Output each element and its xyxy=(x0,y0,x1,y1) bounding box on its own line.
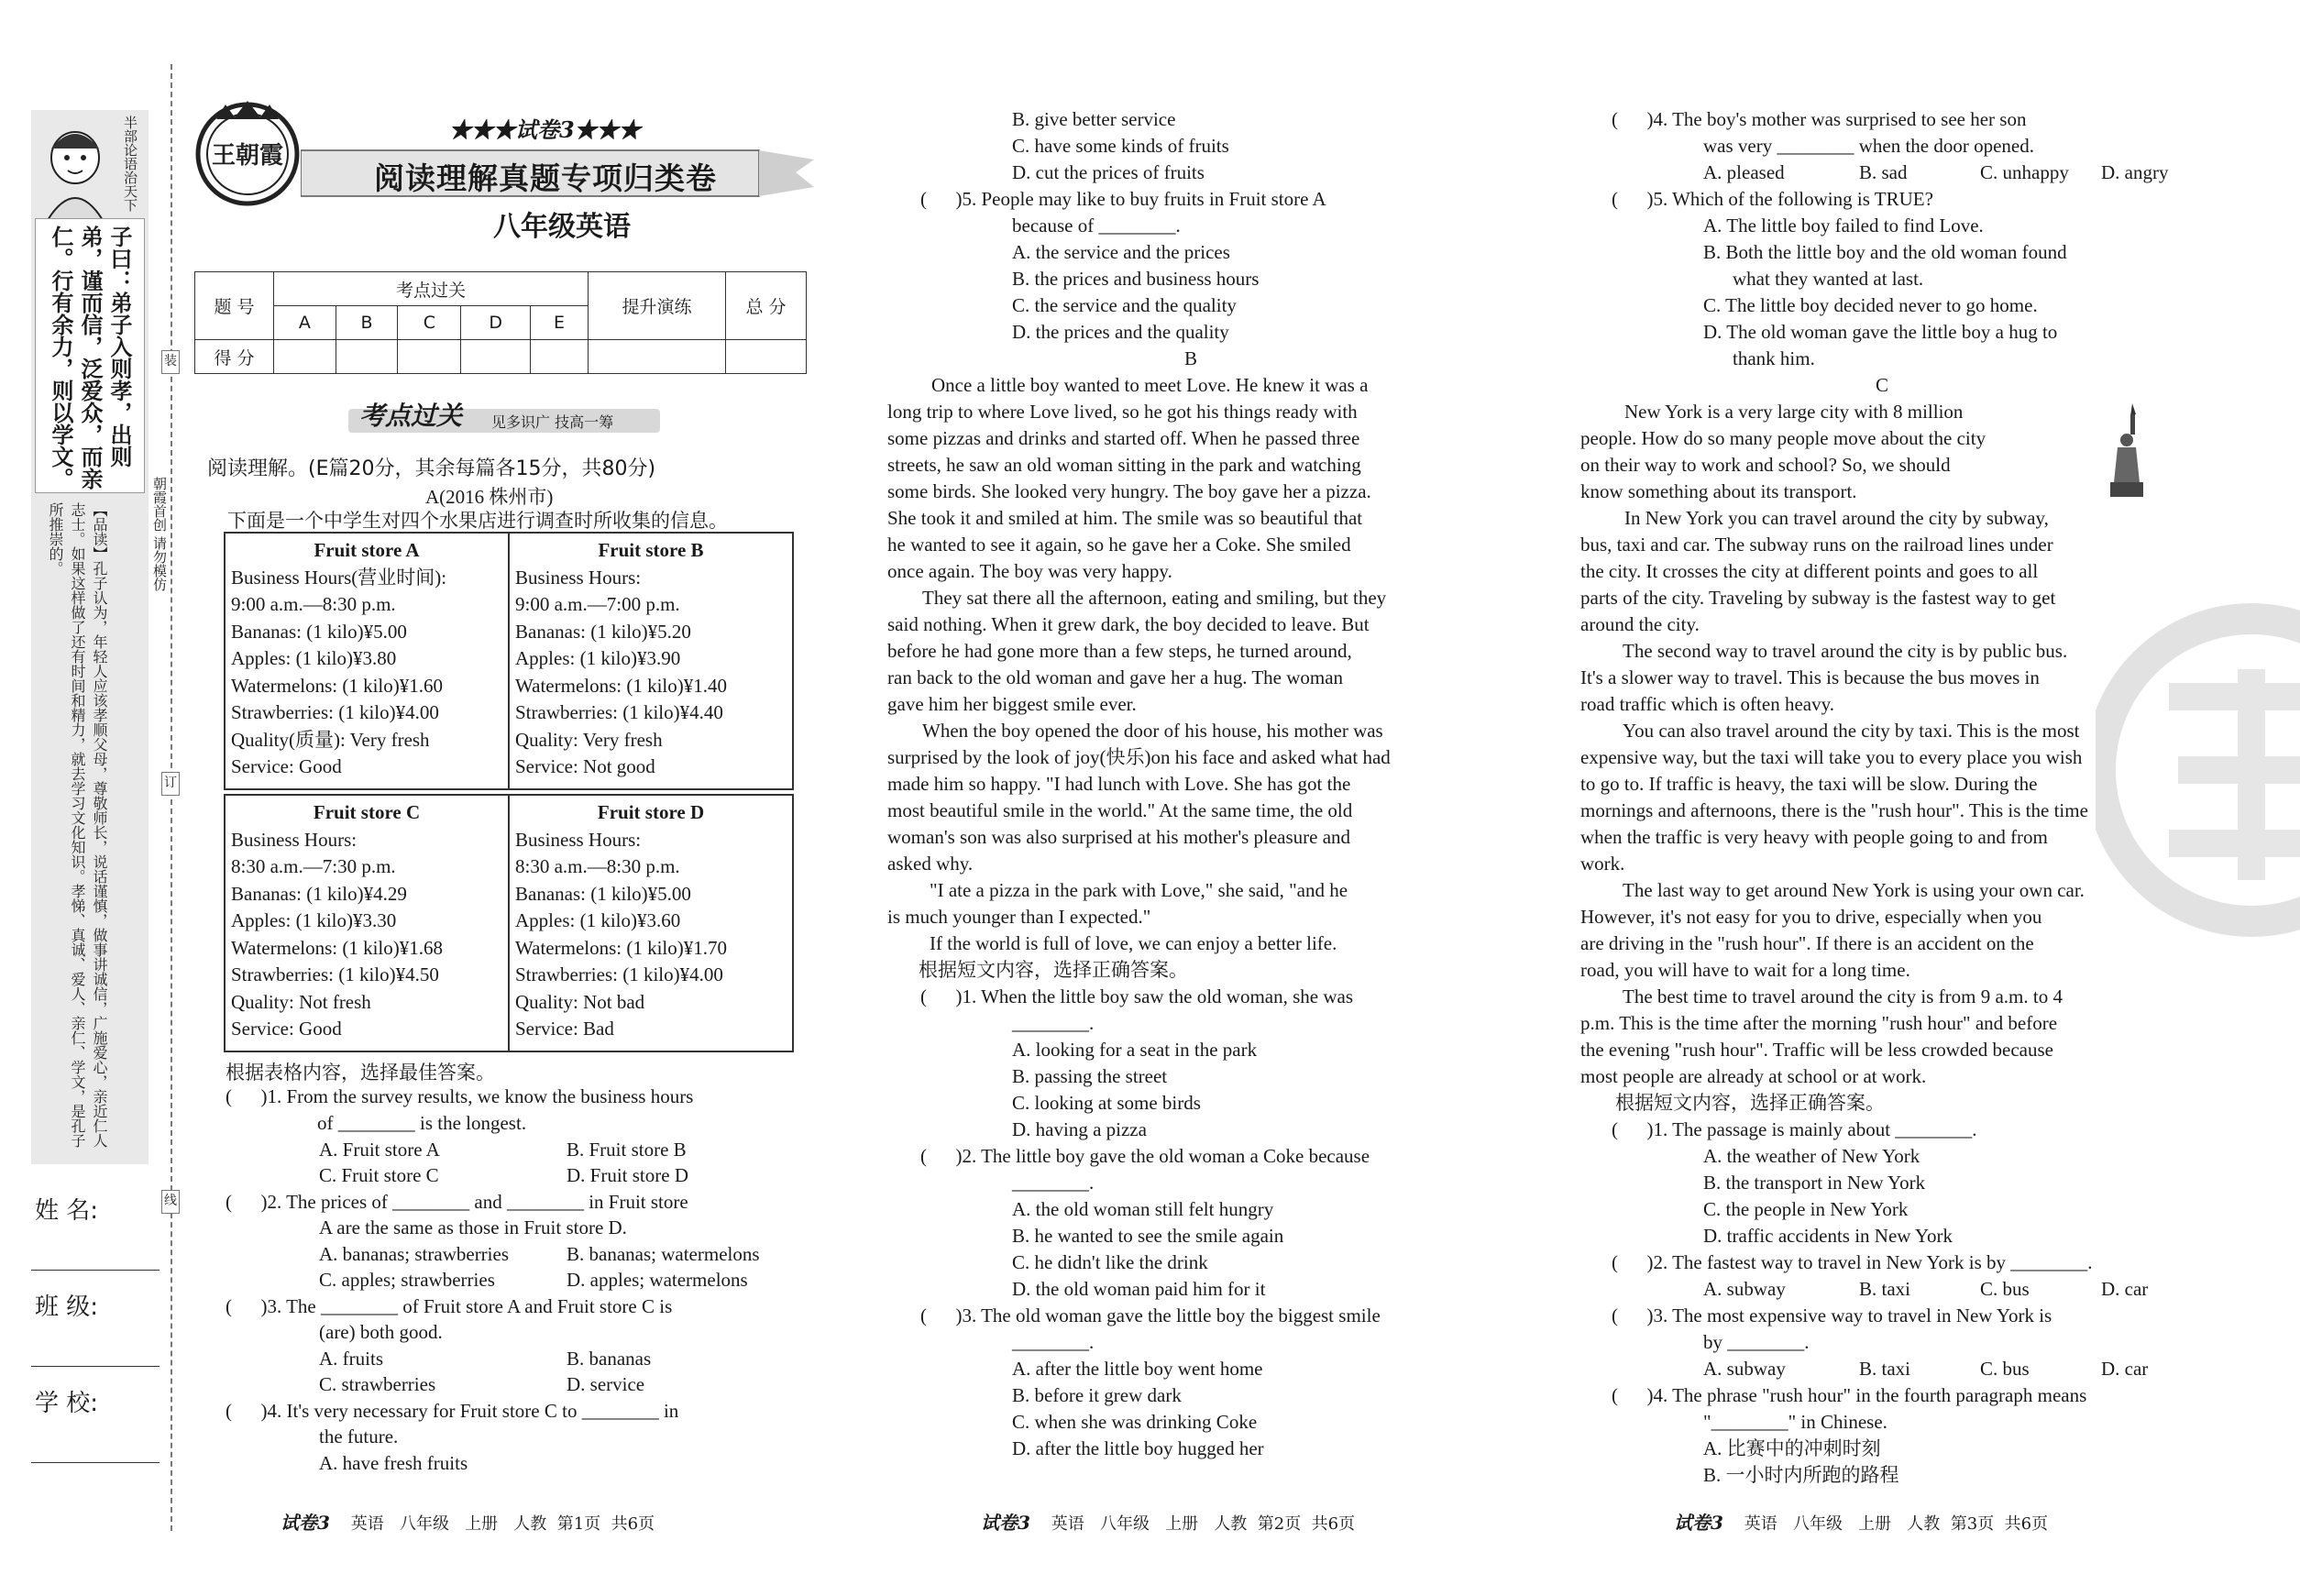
name-label: 姓 名: xyxy=(35,1197,99,1225)
text-line: B. Both the little boy and the old woman found xyxy=(1703,241,2067,263)
text-line: D. the prices and the quality xyxy=(1012,321,1229,343)
section-banner: 考点过关 xyxy=(359,401,463,431)
text-line: C. he didn't like the drink xyxy=(1012,1251,1208,1273)
passage-heading: C xyxy=(1876,374,1889,396)
footer-info: 英语 八年级 上册 人教 第3页 共6页 xyxy=(1722,1514,2049,1534)
text-line: B. the prices and business hours xyxy=(1012,268,1260,290)
text-line: ( )4. The phrase "rush hour" in the fourth paragraph means xyxy=(1612,1384,2087,1406)
text-line: The second way to travel around the city is by public bus. xyxy=(1623,640,2068,662)
text-line: what they wanted at last. xyxy=(1733,268,1924,290)
text-line: D. car xyxy=(2101,1358,2149,1380)
text-line: D. traffic accidents in New York xyxy=(1703,1225,1953,1247)
text-line: D. apples; watermelons xyxy=(567,1269,748,1291)
text-line: D. cut the prices of fruits xyxy=(1012,161,1205,183)
text-line: A. fruits xyxy=(319,1348,383,1370)
text-line: most beautiful smile in the world." At the same time, the old xyxy=(887,799,1353,821)
text-line: long trip to where Love lived, so he got his things ready with xyxy=(887,401,1358,423)
text-line: work. xyxy=(1580,853,1625,875)
col-b: B xyxy=(336,306,398,340)
text-line: D. after the little boy hugged her xyxy=(1012,1437,1264,1459)
text-line: road, you will have to wait for a long time. xyxy=(1580,959,1910,981)
text-line: B. he wanted to see the smile again xyxy=(1012,1225,1284,1247)
text-line: In New York you can travel around the city by subway, xyxy=(1624,507,2049,529)
text-line: B. sad xyxy=(1859,161,1908,183)
text-line: B. before it grew dark xyxy=(1012,1384,1182,1406)
passage-heading: B xyxy=(1184,347,1198,369)
text-line: She took it and smiled at him. The smile was so beautiful that xyxy=(887,507,1363,529)
logo-seal-icon xyxy=(194,101,301,207)
text-line: D. having a pizza xyxy=(1012,1118,1147,1140)
text-line: However, it's not easy for you to drive, especially when you xyxy=(1580,906,2042,928)
text-line: B. Fruit store B xyxy=(567,1139,687,1161)
text-line: If the world is full of love, we can enjoy a better life. xyxy=(930,932,1337,954)
text-line: The last way to get around New York is using your own car. xyxy=(1623,879,2085,901)
store-table-bottom xyxy=(224,794,794,1052)
school-field[interactable] xyxy=(31,1462,160,1463)
page-subtitle: 八年级英语 xyxy=(493,211,631,243)
text-line: are driving in the "rush hour". If there is an accident on the xyxy=(1580,932,2034,954)
store-a-line: Service: Good xyxy=(231,755,342,777)
text-line: ( )5. People may like to buy fruits in Fruit store A xyxy=(920,188,1326,210)
store-a-line: Apples: (1 kilo)¥3.80 xyxy=(231,647,397,669)
store-c-line: 8:30 a.m.—7:30 p.m. xyxy=(231,855,396,877)
text-line: know something about its transport. xyxy=(1580,480,1857,502)
confucius-portrait-icon xyxy=(35,112,116,220)
paper-number: ★★★试卷3★★★ xyxy=(449,116,641,143)
score-cell-a[interactable] xyxy=(274,340,336,374)
page-1-footer xyxy=(281,1508,655,1535)
text-line: made him so happy. "I had lunch with Love. She has got the xyxy=(887,773,1351,795)
text-line: ________. xyxy=(1012,1331,1095,1353)
text-line: C. bus xyxy=(1980,1358,2030,1380)
store-d-line: Business Hours: xyxy=(515,828,642,851)
section-banner-sub: 见多识广 技高一筹 xyxy=(491,413,614,431)
statue-of-liberty-icon xyxy=(2105,400,2152,499)
store-table-top xyxy=(224,532,794,790)
text-line: p.m. This is the time after the morning "rush hour" and before xyxy=(1580,1012,2058,1034)
store-d-line: Strawberries: (1 kilo)¥4.00 xyxy=(515,963,723,985)
store-c-line: Apples: (1 kilo)¥3.30 xyxy=(231,909,397,931)
text-line: the evening "rush hour". Traffic will be less crowded because xyxy=(1580,1039,2053,1061)
text-line: The best time to travel around the city is from 9 a.m. to 4 xyxy=(1623,985,2063,1007)
text-line: people. How do so many people move about the city xyxy=(1580,427,1986,449)
text-line: C. bus xyxy=(1980,1278,2030,1300)
text-line: A. subway xyxy=(1703,1358,1786,1380)
store-b-line: 9:00 a.m.—7:00 p.m. xyxy=(515,593,680,615)
score-cell-c[interactable] xyxy=(398,340,461,374)
footer-info: 英语 八年级 上册 人教 第2页 共6页 xyxy=(1029,1514,1356,1534)
col-d: D xyxy=(461,306,531,340)
text-line: some birds. She looked very hungry. The boy gave her a pizza. xyxy=(887,480,1371,502)
store-c-line: Bananas: (1 kilo)¥4.29 xyxy=(231,882,407,905)
text-line: ( )1. When the little boy saw the old woman, she was xyxy=(920,985,1354,1007)
text-line: New York is a very large city with 8 million xyxy=(1624,401,1964,423)
store-c-line: Quality: Not fresh xyxy=(231,990,371,1013)
text-line: 根据短文内容，选择正确答案。 xyxy=(1615,1092,1885,1114)
store-b-line: Apples: (1 kilo)¥3.90 xyxy=(515,647,681,669)
score-cell-b[interactable] xyxy=(336,340,398,374)
text-line: because of ________. xyxy=(1012,215,1181,237)
score-cell-total[interactable] xyxy=(726,340,807,374)
text-line: A are the same as those in Fruit store D. xyxy=(319,1216,627,1238)
footer-paper: 试卷3 xyxy=(981,1512,1030,1534)
text-line: by ________. xyxy=(1703,1331,1810,1353)
col-c: C xyxy=(398,306,461,340)
text-line: A. the weather of New York xyxy=(1703,1145,1920,1167)
text-line: streets, he saw an old woman sitting in the park and watching xyxy=(887,454,1361,476)
text-line: When the boy opened the door of his house, his mother was xyxy=(922,720,1383,742)
row-label-number: 题 号 xyxy=(195,272,274,340)
store-c-line: Business Hours: xyxy=(231,828,358,851)
footer-paper: 试卷3 xyxy=(281,1512,330,1534)
text-line: D. angry xyxy=(2101,161,2169,183)
sidebar-top-label: 半部论语治天下 xyxy=(122,116,138,212)
text-line: ( )5. Which of the following is TRUE? xyxy=(1612,188,1933,210)
text-line: A. after the little boy went home xyxy=(1012,1358,1263,1380)
reading-instruction: 阅读理解。(E篇20分，其余每篇各15分，共80分) xyxy=(207,457,656,480)
watermark-seal-icon xyxy=(2096,587,2300,953)
store-c-name: Fruit store C xyxy=(313,801,421,823)
store-c-line: Watermelons: (1 kilo)¥1.68 xyxy=(231,936,444,959)
text-line: gave him her biggest smile ever. xyxy=(887,693,1137,715)
col-a: A xyxy=(274,306,336,340)
grade-table xyxy=(194,271,807,374)
text-line: (are) both good. xyxy=(319,1321,443,1343)
text-line: ( )2. The little boy gave the old woman a Coke because xyxy=(920,1145,1370,1167)
fold-mark-3: 线 xyxy=(161,1190,180,1214)
text-line: A. subway xyxy=(1703,1278,1786,1300)
store-b-line: Strawberries: (1 kilo)¥4.40 xyxy=(515,701,723,723)
text-line: B. bananas xyxy=(567,1348,652,1370)
store-b-line: Watermelons: (1 kilo)¥1.40 xyxy=(515,674,728,697)
text-line: D. car xyxy=(2101,1278,2149,1300)
passage-a-title: A(2016 株州市) xyxy=(425,486,554,508)
text-line: B. the transport in New York xyxy=(1703,1172,1926,1194)
store-a-name: Fruit store A xyxy=(314,539,420,561)
text-line: ran back to the old woman and gave her a hug. The woman xyxy=(887,666,1344,688)
store-b-line: Bananas: (1 kilo)¥5.20 xyxy=(515,620,691,643)
footer-paper: 试卷3 xyxy=(1674,1512,1723,1534)
text-line: ( )3. The most expensive way to travel in New York is xyxy=(1612,1304,2052,1326)
text-line: A. the service and the prices xyxy=(1012,241,1230,263)
store-b-card xyxy=(510,534,792,785)
text-line: is much younger than I expected." xyxy=(887,906,1151,928)
page-title: 阅读理解真题专项归类卷 xyxy=(374,160,717,196)
text-line: A. pleased xyxy=(1703,161,1785,183)
store-b-line: Quality: Very fresh xyxy=(515,728,663,751)
questions-instruction: 根据表格内容，选择最佳答案。 xyxy=(226,1062,495,1084)
store-d-name: Fruit store D xyxy=(597,801,705,823)
text-line: mornings and afternoons, there is the "rush hour". This is the time xyxy=(1580,799,2088,821)
text-line: said nothing. When it grew dark, the boy decided to leave. But xyxy=(887,613,1370,635)
text-line: was very ________ when the door opened. xyxy=(1703,135,2034,157)
text-line: on their way to work and school? So, we should xyxy=(1580,454,1951,476)
passage-a-intro: 下面是一个中学生对四个水果店进行调查时所收集的信息。 xyxy=(227,510,728,532)
text-line: C. apples; strawberries xyxy=(319,1269,495,1291)
text-line: "________" in Chinese. xyxy=(1703,1411,1887,1433)
text-line: C. strawberries xyxy=(319,1373,436,1395)
text-line: "I ate a pizza in the park with Love," she said, "and he xyxy=(930,879,1348,901)
text-line: the future. xyxy=(319,1425,399,1447)
text-line: ( )1. The passage is mainly about ________. xyxy=(1612,1118,1977,1140)
text-line: D. the old woman paid him for it xyxy=(1012,1278,1266,1300)
store-b-line: Service: Not good xyxy=(515,755,655,777)
class-field[interactable] xyxy=(31,1366,160,1367)
binding-dashed-line xyxy=(171,64,172,1531)
svg-text:王朝霞: 王朝霞 xyxy=(211,142,284,170)
text-line: most people are already at school or at work. xyxy=(1580,1065,1927,1087)
text-line: C. Fruit store C xyxy=(319,1164,439,1186)
store-d-card xyxy=(510,796,792,1047)
text-line: C. the people in New York xyxy=(1703,1198,1909,1220)
text-line: C. looking at some birds xyxy=(1012,1092,1201,1114)
text-line: B. taxi xyxy=(1859,1278,1910,1300)
store-d-line: Watermelons: (1 kilo)¥1.70 xyxy=(515,936,728,959)
text-line: ( )2. The fastest way to travel in New York is by ________. xyxy=(1612,1251,2093,1273)
store-a-line: Business Hours(营业时间): xyxy=(231,566,447,589)
text-line: They sat there all the afternoon, eating and smiling, but they xyxy=(922,587,1387,609)
text-line: the city. It crosses the city at different points and goes to all xyxy=(1580,560,2039,582)
text-line: ________. xyxy=(1012,1012,1095,1034)
text-line: parts of the city. Traveling by subway is the fastest way to get xyxy=(1580,587,2056,609)
text-line: A. have fresh fruits xyxy=(319,1452,468,1474)
store-a-line: Quality(质量): Very fresh xyxy=(231,728,430,751)
text-line: before he had gone more than a few steps, he turned around, xyxy=(887,640,1352,662)
text-line: C. unhappy xyxy=(1980,161,2069,183)
text-line: ________. xyxy=(1012,1172,1095,1194)
fold-mark-1: 装 xyxy=(161,350,180,374)
store-d-line: Bananas: (1 kilo)¥5.00 xyxy=(515,882,691,905)
store-a-line: 9:00 a.m.—8:30 p.m. xyxy=(231,593,396,615)
text-line: A. 比赛中的冲刺时刻 xyxy=(1703,1437,1881,1459)
text-line: A. The little boy failed to find Love. xyxy=(1703,215,1984,237)
text-line: ( )1. From the survey results, we know the business hours xyxy=(226,1085,694,1107)
store-c-card xyxy=(226,796,508,1047)
score-cell-e[interactable] xyxy=(530,340,588,374)
text-line: C. the service and the quality xyxy=(1012,294,1237,316)
binding-notice: 朝霞首创 请勿模仿 xyxy=(151,477,168,591)
store-a-line: Strawberries: (1 kilo)¥4.00 xyxy=(231,701,439,723)
text-line: 根据短文内容，选择正确答案。 xyxy=(919,959,1188,981)
text-line: B. passing the street xyxy=(1012,1065,1168,1087)
text-line: ( )2. The prices of ________ and ________ in Fruit store xyxy=(226,1191,688,1213)
text-line: A. Fruit store A xyxy=(319,1139,440,1161)
text-line: C. The little boy decided never to go home. xyxy=(1703,294,2038,316)
text-line: some pizzas and drinks and started off. When he passed three xyxy=(887,427,1360,449)
text-line: surprised by the look of joy(快乐)on his face and asked what had xyxy=(887,746,1391,768)
text-line: he wanted to see it again, so he gave her a Coke. She smiled xyxy=(887,534,1351,556)
col-header-total: 总 分 xyxy=(726,272,807,340)
store-d-line: Apples: (1 kilo)¥3.60 xyxy=(515,909,681,931)
footer-info: 英语 八年级 上册 人教 第1页 共6页 xyxy=(329,1514,655,1534)
school-label: 学 校: xyxy=(35,1390,99,1417)
store-d-line: Service: Bad xyxy=(515,1018,614,1040)
name-field[interactable] xyxy=(31,1270,160,1271)
class-label: 班 级: xyxy=(35,1293,99,1321)
text-line: B. 一小时内所跑的路程 xyxy=(1703,1464,1899,1486)
text-line: asked why. xyxy=(887,853,974,875)
text-line: A. looking for a seat in the park xyxy=(1012,1039,1258,1061)
score-cell-d[interactable] xyxy=(461,340,531,374)
text-line: Once a little boy wanted to meet Love. He knew it was a xyxy=(931,374,1369,396)
text-line: ( )4. The boy's mother was surprised to see her son xyxy=(1612,108,2027,130)
text-line: woman's son was also surprised at his mother's pleasure and xyxy=(887,826,1351,848)
store-b-line: Business Hours: xyxy=(515,566,642,589)
col-header-main: 考点过关 xyxy=(274,272,589,306)
text-line: D. The old woman gave the little boy a hug to xyxy=(1703,321,2058,343)
row-label-score: 得 分 xyxy=(195,340,274,374)
col-e: E xyxy=(530,306,588,340)
sidebar-quote: 子曰：弟子入则孝，出则弟，谨而信，泛爱众，而亲仁。行有余力，则以学文。 xyxy=(48,226,132,490)
store-c-line: Strawberries: (1 kilo)¥4.50 xyxy=(231,963,439,985)
text-line: You can also travel around the city by taxi. This is the most xyxy=(1623,720,2080,742)
text-line: It's a slower way to travel. This is because the bus moves in xyxy=(1580,666,2040,688)
text-line: ( )3. The old woman gave the little boy the biggest smile xyxy=(920,1304,1381,1326)
store-c-line: Service: Good xyxy=(231,1018,342,1040)
store-a-line: Watermelons: (1 kilo)¥1.60 xyxy=(231,674,444,697)
text-line: when the traffic is very heavy with people going to and from xyxy=(1580,826,2048,848)
text-line: C. have some kinds of fruits xyxy=(1012,135,1229,157)
score-cell-practice[interactable] xyxy=(589,340,726,374)
text-line: B. give better service xyxy=(1012,108,1176,130)
text-line: A. the old woman still felt hungry xyxy=(1012,1198,1274,1220)
text-line: A. bananas; strawberries xyxy=(319,1243,510,1265)
text-line: thank him. xyxy=(1733,347,1815,369)
page-3-footer xyxy=(1674,1508,2048,1535)
text-line: ( )3. The ________ of Fruit store A and Fruit store C is xyxy=(226,1295,673,1317)
store-d-line: Quality: Not bad xyxy=(515,990,645,1013)
fold-mark-2: 订 xyxy=(161,772,180,796)
page-2-footer xyxy=(981,1508,1355,1535)
text-line: of ________ is the longest. xyxy=(317,1112,527,1134)
sidebar-commentary: 【品读】孔子认为，年轻人应该孝顺父母，尊敬师长，说话谨慎，做事讲诚信，广施爱心，亲近仁人志士。如果这样做了还有时间和精力，就去学习文化知识。孝悌、真诚、爱人、亲仁、学文，是孔子所推崇的。 xyxy=(47,502,108,1148)
text-line: ( )4. It's very necessary for Fruit store C to ________ in xyxy=(226,1400,679,1422)
text-line: around the city. xyxy=(1580,613,1700,635)
text-line: expensive way, but the taxi will take you to every place you wish xyxy=(1580,746,2083,768)
text-line: D. Fruit store D xyxy=(567,1164,688,1186)
text-line: to go to. If traffic is heavy, the taxi will be slow. During the xyxy=(1580,773,2038,795)
text-line: D. service xyxy=(567,1373,645,1395)
text-line: B. taxi xyxy=(1859,1358,1910,1380)
store-b-name: Fruit store B xyxy=(598,539,704,561)
store-a-card xyxy=(226,534,508,785)
text-line: B. bananas; watermelons xyxy=(567,1243,760,1265)
store-a-line: Bananas: (1 kilo)¥5.00 xyxy=(231,620,407,643)
text-line: once again. The boy was very happy. xyxy=(887,560,1172,582)
store-d-line: 8:30 a.m.—8:30 p.m. xyxy=(515,855,680,877)
text-line: C. when she was drinking Coke xyxy=(1012,1411,1258,1433)
text-line: bus, taxi and car. The subway runs on the railroad lines under xyxy=(1580,534,2053,556)
col-header-practice: 提升演练 xyxy=(589,272,726,340)
text-line: road traffic which is often heavy. xyxy=(1580,693,1834,715)
